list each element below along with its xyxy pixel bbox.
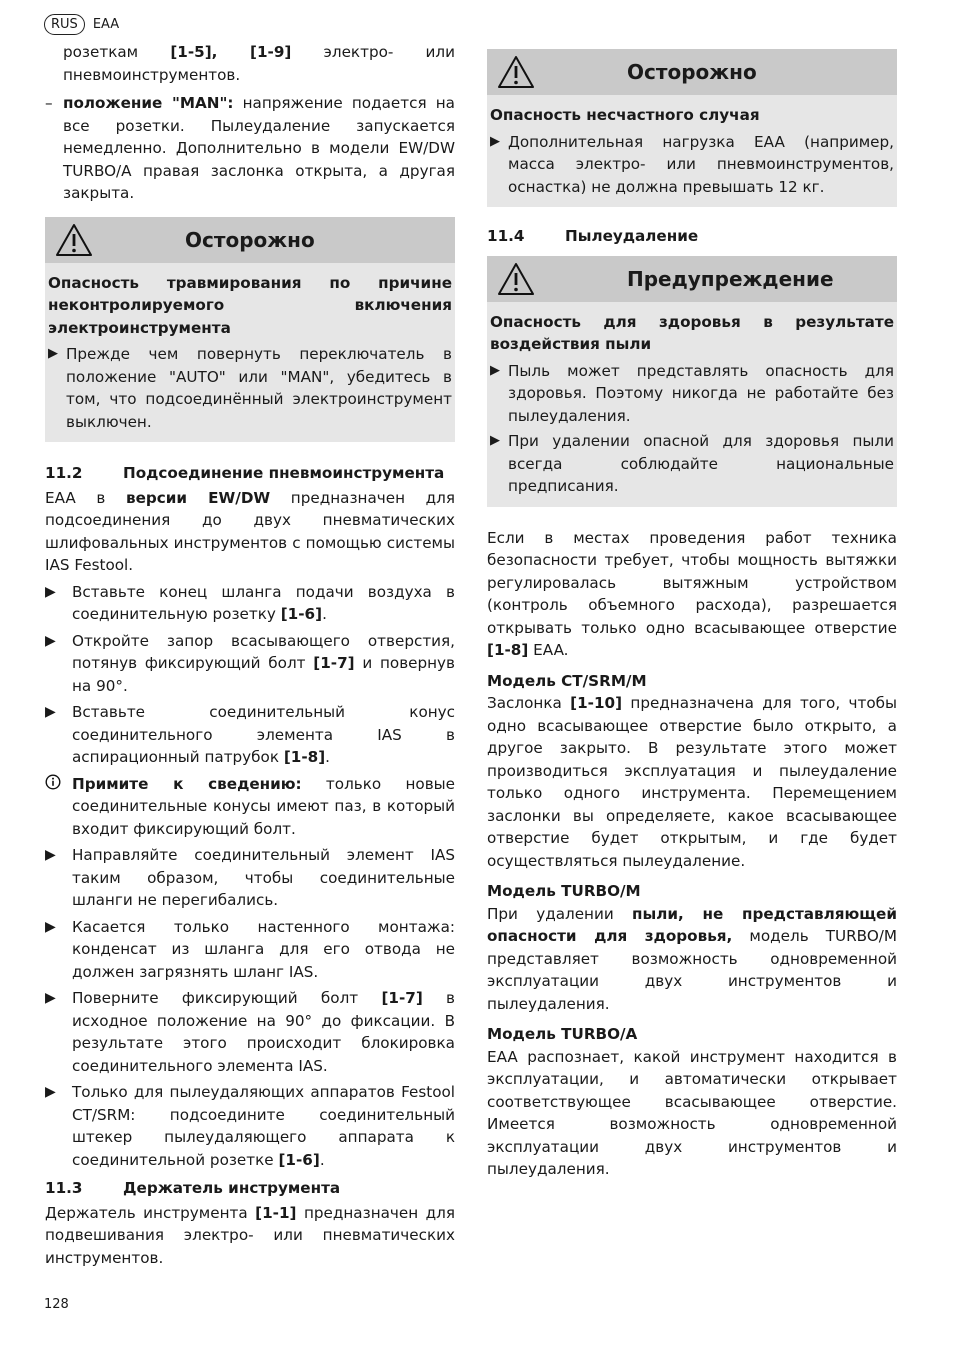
caution-subtitle: Опасность несчастного случая [490,106,760,124]
arrow-icon: ▶ [45,583,56,600]
info-icon [45,773,72,841]
warning-triangle-icon [497,55,535,89]
caution-bullet: ▶ Прежде чем повернуть переключатель в положение "AUTO" или "MAN", убедитесь в том, что подсоединённый электроинструмент выключен. [48,343,452,433]
paragraph: Если в местах проведения работ техника безопасности требует, чтобы мощность вытяжки регулировалась вытяжным устройством (контроль объемного расхода), разрешается открывать только одно всасывающее отверстие [1-8] EAA. [487,528,897,659]
arrow-icon: ▶ [45,918,56,935]
arrow-icon: ▶ [45,704,56,720]
arrow-icon: ▶ [490,133,500,149]
list-item: ▶ Вставьте соединительный конус соединительного элемента IAS в аспирационный патрубок [1-8]. [45,701,455,769]
list-item: ▶ Вставьте конец шланга подачи воздуха в соединительную розетку [1-6]. [45,581,455,626]
list-item: ▶ Поверните фиксирующий болт [1-7] в исходное положение на 90° до фиксации. В результате этого происходит блокировка соединительного элемента IAS. [45,987,455,1077]
arrow-icon: ▶ [45,847,56,863]
arrow-icon: ▶ [45,1084,56,1100]
warning-header [487,256,897,302]
arrow-icon: ▶ [490,433,500,448]
right-column [487,49,897,1181]
section-paragraph: EAA в версии EW/DW предназначен для подсоединения до двух пневматических шлифовальных инструментов с помощью системы IAS Festool. [45,488,455,574]
warning-box [487,256,897,507]
list-item: ▶ Только для пылеудаляющих аппаратов Festool CT/SRM: подсоедините соединительный штекер пылеудаляющего аппарата к соединительной розетке [1-6]. [45,1081,455,1171]
section-heading-11-4: 11.4 Пылеудаление [487,227,699,245]
arrow-icon: ▶ [45,990,56,1006]
section-paragraph: Держатель инструмента [1-1] предназначен для подвешивания электро- или пневматических инструментов. [45,1203,455,1267]
paragraph: EAA распознает, какой инструмент находится в эксплуатации, и автоматически открывает соответствующее всасывающее отверстие. Имеется возможность одновременной эксплуатации двух инструментов и пылеудаления. [487,1047,897,1178]
dash-item-man: – положение "MAN": напряжение подается на все розетки. Пылеудаление запускается немедленно. Дополнительно в модели EW/DW TURBO/A правая заслонка открыта, а другая закрыта. [45,92,455,205]
warning-triangle-icon [55,223,93,257]
warning-triangle-icon [497,262,535,296]
section-heading-11-2: 11.2 Подсоединение пневмоинструмента [45,464,445,482]
document-code: EAA [92,16,120,32]
intro-continuation: розеткам [1-5], [1-9] электро- или пневмоинструментов. [63,43,455,84]
arrow-icon: ▶ [490,362,500,378]
caution-header [45,217,455,263]
arrow-icon: ▶ [48,346,58,361]
arrow-icon: ▶ [45,632,56,649]
page-number: 128 [44,1297,69,1312]
warning-bullet: ▶ При удалении опасной для здоровья пыли всегда соблюдайте национальные предписания. [490,430,894,498]
list-item: ▶ Направляйте соединительный элемент IAS таким образом, чтобы соединительные шланги не перегибались. [45,844,455,912]
paragraph: Заслонка [1-10] предназначена для того, чтобы одно всасывающее отверстие было открыто, а другое закрыто. В результате этого может производиться эксплуатация и пылеудаление только одного инструмента. Перемещением заслонки вы определяете, какое всасывающее отверстие будет открытым, и где будет осуществляться пылеудаление. [487,694,897,870]
note-item: Примите к сведению: только новые соединительные конусы имеют паз, в который входит фиксирующий болт. [45,773,455,841]
section-heading-11-3: 11.3 Держатель инструмента [45,1179,341,1197]
language-badge: RUS [44,14,85,35]
caution-subtitle: Опасность травмирования по причине неконтролируемого включения электроинструмента [48,273,452,337]
caution-bullet: ▶ Дополнительная нагрузка EAA (например, масса электро- или пневмоинструментов, оснастка) не должна превышать 12 кг. [490,131,894,199]
model-heading: Модель CT/SRM/M [487,671,647,690]
caution-title: Осторожно [185,227,315,252]
warning-title: Предупреждение [627,266,834,291]
caution-title: Осторожно [627,60,757,84]
warning-subtitle: Опасность для здоровья в результате воздействия пыли [490,312,894,353]
caution-box-right [487,49,897,207]
page-header [44,13,119,35]
model-heading: Модель TURBO/M [487,882,641,900]
caution-box-left [45,217,455,443]
dash-mark: – [45,94,53,112]
left-column [45,41,455,1269]
paragraph: При удалении пыли, не представляющей опасности для здоровья, модель TURBO/M представляет возможность одновременной эксплуатации двух инструментов и пылеудаления. [487,904,897,1013]
list-item: ▶ Откройте запор всасывающего отверстия, потянув фиксирующий болт [1-7] и повернув на 90°. [45,630,455,698]
list-item: ▶ Касается только настенного монтажа: конденсат из шланга для его отвода не должен загрязнять шланг IAS. [45,916,455,984]
model-heading: Модель TURBO/A [487,1025,638,1043]
caution-header [487,49,897,95]
warning-bullet: ▶ Пыль может представлять опасность для здоровья. Поэтому никогда не работайте без пылеудаления. [490,360,894,428]
